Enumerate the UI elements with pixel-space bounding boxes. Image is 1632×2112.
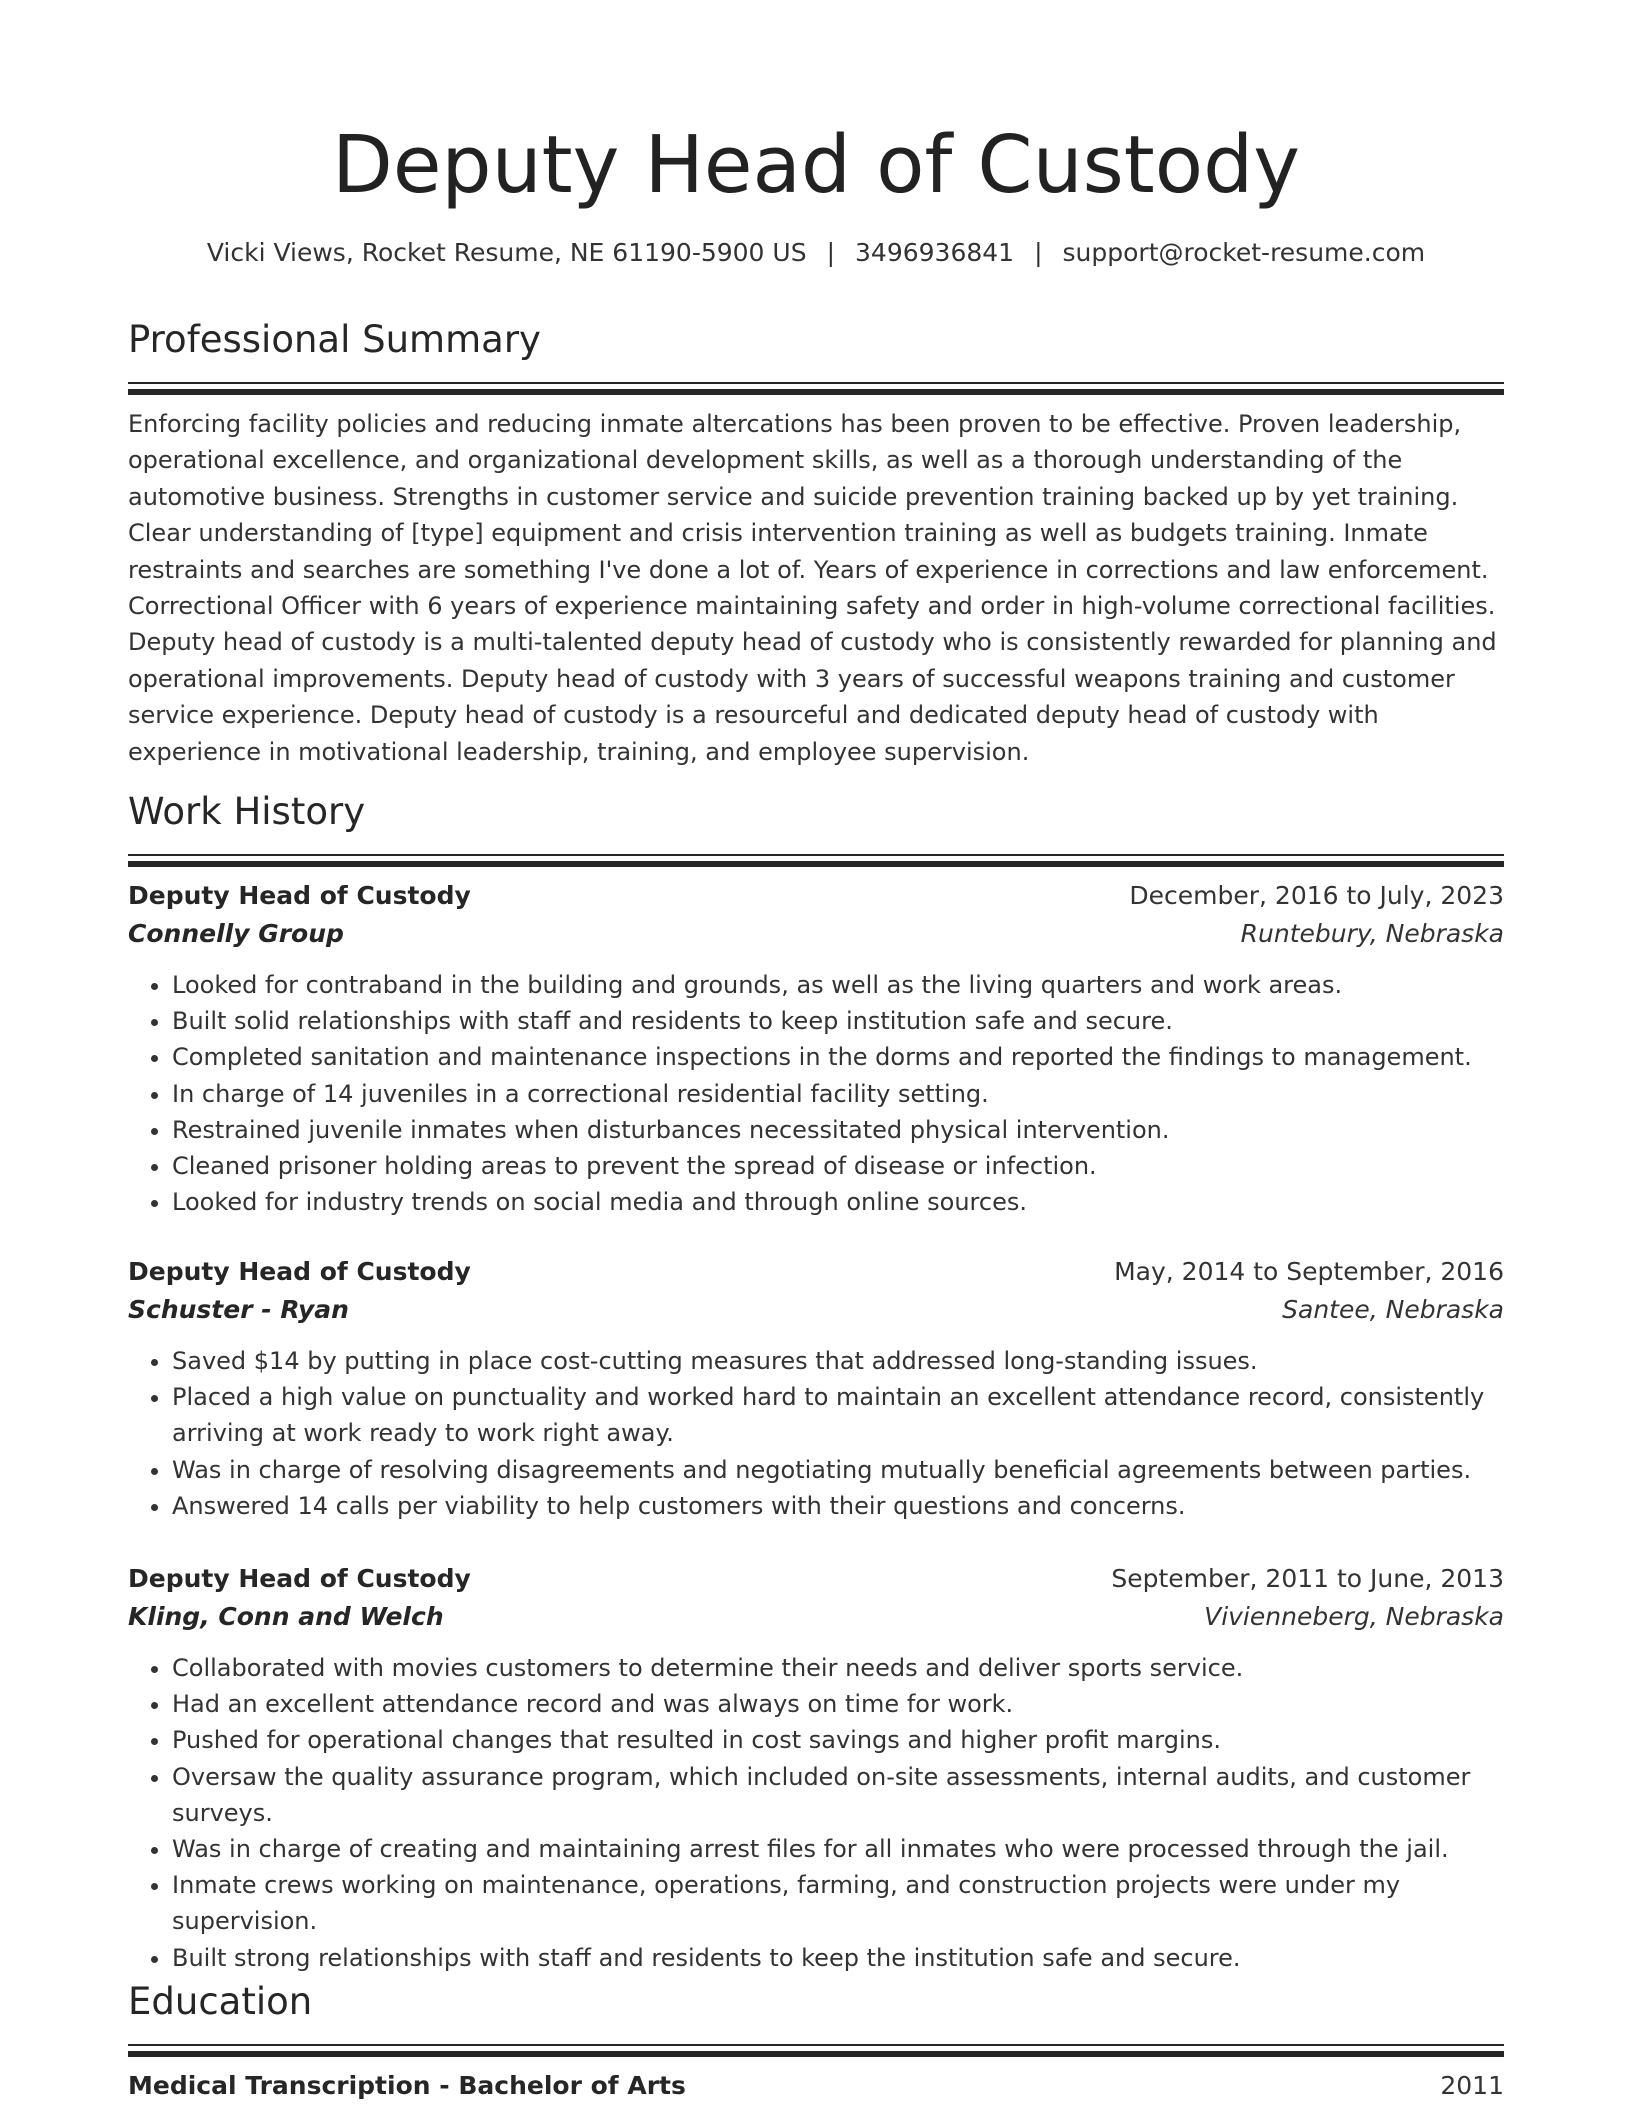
job-bullet: • Built solid relationships with staff and residents to keep institution safe and secure.: [172, 1003, 1504, 1039]
section-divider: [128, 382, 1504, 395]
section-divider: [128, 854, 1504, 867]
job-title: Deputy Head of Custody: [128, 1564, 471, 1593]
job-bullet: • Restrained juvenile inmates when disturbances necessitated physical intervention.: [172, 1112, 1504, 1148]
job-bullet: • Looked for contraband in the building and grounds, as well as the living quarters and work areas.: [172, 967, 1504, 1003]
job-title: Deputy Head of Custody: [128, 1257, 471, 1286]
job-location: Santee, Nebraska: [1282, 1295, 1504, 1324]
education-entry: [128, 2068, 1504, 2104]
job-bullet: • Oversaw the quality assurance program, which included on-site assessments, internal audits, and customer surveys.: [172, 1759, 1504, 1831]
job-bullet: • Was in charge of creating and maintaining arrest files for all inmates who were processed through the jail.: [172, 1831, 1504, 1867]
job-dates: September, 2011 to June, 2013: [1111, 1564, 1504, 1593]
section-title-education: Education: [128, 1980, 313, 2023]
section-title-work: Work History: [128, 790, 366, 833]
contact-email: support@rocket-resume.com: [1062, 238, 1426, 267]
job-bullets: [128, 1343, 1504, 1524]
contact-line: [128, 238, 1504, 267]
contact-separator: |: [826, 238, 836, 267]
job-bullet: • Saved $14 by putting in place cost-cutting measures that addressed long-standing issues.: [172, 1343, 1504, 1379]
job-bullets: [128, 1650, 1504, 1976]
job-title: Deputy Head of Custody: [128, 881, 471, 910]
contact-separator: |: [1034, 238, 1043, 267]
job-dates: May, 2014 to September, 2016: [1114, 1257, 1504, 1286]
job-bullet: • Completed sanitation and maintenance inspections in the dorms and reported the findings to management.: [172, 1039, 1504, 1075]
summary-text: Enforcing facility policies and reducing inmate altercations has been proven to be effective. Proven leadership, operational excellence, and organizational development skills, as well as a thorough understanding of the automotive business. Strengths in customer service and suicide prevention training backed up by yet training. Clear understanding of [type] equipment and crisis intervention training as well as budgets training. Inmate restraints and searches are something I've done a lot of. Years of experience in corrections and law enforcement. Correctional Officer with 6 years of experience maintaining safety and order in high-volume correctional facilities. Deputy head of custody is a multi-talented deputy head of custody who is consistently rewarded for planning and operational improvements. Deputy head of custody with 3 years of successful weapons training and customer service experience. Deputy head of custody is a resourceful and dedicated deputy head of custody with experience in motivational leadership, training, and employee supervision.: [128, 410, 1497, 766]
job-bullet: • Was in charge of resolving disagreements and negotiating mutually beneficial agreements between parties.: [172, 1452, 1504, 1488]
job-company: Connelly Group: [128, 919, 344, 948]
job-bullet: • Built strong relationships with staff and residents to keep the institution safe and secure.: [172, 1940, 1504, 1976]
summary-section: [128, 318, 1504, 395]
job-bullet: • In charge of 14 juveniles in a correctional residential facility setting.: [172, 1076, 1504, 1112]
job-entry: [128, 1560, 1504, 1976]
job-bullet: • Collaborated with movies customers to determine their needs and deliver sports service.: [172, 1650, 1504, 1686]
job-dates: December, 2016 to July, 2023: [1129, 881, 1504, 910]
job-bullet: • Looked for industry trends on social media and through online sources.: [172, 1184, 1504, 1220]
job-entry: [128, 877, 1504, 1220]
section-title-summary: Professional Summary: [128, 318, 541, 361]
job-bullet: • Placed a high value on punctuality and worked hard to maintain an excellent attendance record, consistently arriving at work ready to work right away.: [172, 1379, 1504, 1451]
section-divider: [128, 2044, 1504, 2057]
education-section: [128, 1980, 1504, 2057]
education-year: 2011: [1440, 2071, 1504, 2100]
job-location: Vivienneberg, Nebraska: [1204, 1602, 1504, 1631]
job-bullet: • Pushed for operational changes that resulted in cost savings and higher profit margins.: [172, 1722, 1504, 1758]
work-section: [128, 790, 1504, 867]
job-bullet: • Answered 14 calls per viability to help customers with their questions and concerns.: [172, 1488, 1504, 1524]
job-bullets: [128, 967, 1504, 1220]
education-degree: Medical Transcription - Bachelor of Arts: [128, 2071, 686, 2100]
resume-name: Deputy Head of Custody: [331, 119, 1301, 211]
job-entry: [128, 1253, 1504, 1524]
job-bullet: • Cleaned prisoner holding areas to prevent the spread of disease or infection.: [172, 1148, 1504, 1184]
contact-phone: 3496936841: [855, 238, 1015, 267]
job-bullet: • Inmate crews working on maintenance, operations, farming, and construction projects were under my supervision.: [172, 1867, 1504, 1939]
job-company: Kling, Conn and Welch: [128, 1602, 444, 1631]
contact-address: Vicki Views, Rocket Resume, NE 61190-5900 US: [206, 238, 807, 267]
job-location: Runtebury, Nebraska: [1240, 919, 1504, 948]
job-bullet: • Had an excellent attendance record and was always on time for work.: [172, 1686, 1504, 1722]
job-company: Schuster - Ryan: [128, 1295, 349, 1324]
